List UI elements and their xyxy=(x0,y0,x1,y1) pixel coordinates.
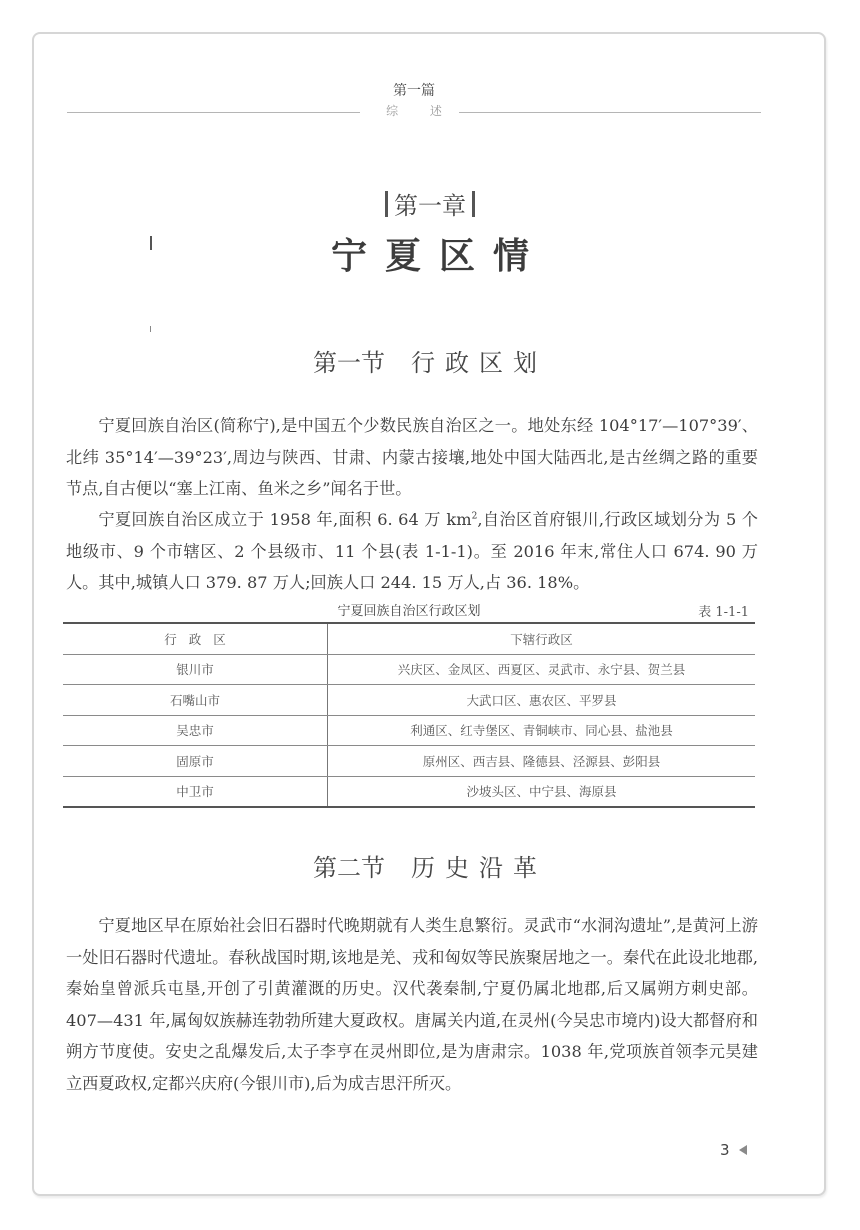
paragraph xyxy=(66,504,758,599)
section-number: 第二节 xyxy=(313,854,385,882)
section-name: 行政区划 xyxy=(411,349,547,377)
table-cell-city: 石嘴山市 xyxy=(63,685,328,716)
scan-mark xyxy=(150,326,151,332)
table-row xyxy=(63,685,755,716)
chapter-label-text: 第一章 xyxy=(394,192,466,220)
running-head xyxy=(67,76,761,126)
table-row xyxy=(63,776,755,807)
table-caption xyxy=(63,600,755,620)
header-rule-right xyxy=(459,112,761,113)
column-header: 下辖行政区 xyxy=(328,623,756,654)
table-cell-subdivisions: 大武口区、惠农区、平罗县 xyxy=(328,685,756,716)
table-cell-subdivisions: 利通区、红寺堡区、青铜峡市、同心县、盐池县 xyxy=(328,715,756,746)
table-row xyxy=(63,715,755,746)
section-name: 历史沿革 xyxy=(411,854,547,882)
chapter-bar-left xyxy=(385,191,388,217)
paragraph: 宁夏地区早在原始社会旧石器时代晚期就有人类生息繁衍。灵武市“水洞沟遗址”,是黄河上游一处旧石器时代遗址。春秋战国时期,该地是羌、戎和匈奴等民族聚居地之一。秦代在此设北地郡,秦始皇曾派兵屯垦,开创了引黄灌溉的历史。汉代袭秦制,宁夏仍属北地郡,后又属朔方刺史部。407—431 年,属匈奴族赫连勃勃所建大夏政权。唐属关内道,在灵州(今吴忠市境内)设大都督府和朔方节度使。安史之乱爆发后,太子李亨在灵州即位,是为唐肃宗。1038 年,党项族首领李元昊建立西夏政权,定都兴庆府(今银川市),后为成吉思汗所灭。 xyxy=(66,916,758,1093)
chapter-label xyxy=(0,186,860,221)
table-cell-subdivisions: 兴庆区、金凤区、西夏区、灵武市、永宁县、贺兰县 xyxy=(328,654,756,685)
left-triangle-icon xyxy=(739,1145,747,1155)
table-cell-city: 银川市 xyxy=(63,654,328,685)
section-heading xyxy=(0,343,860,378)
table-row xyxy=(63,654,755,685)
page-number-text: 3 xyxy=(720,1141,730,1159)
part-title: 第一篇 xyxy=(393,83,435,99)
table-cell-subdivisions: 原州区、西吉县、隆德县、泾源县、彭阳县 xyxy=(328,746,756,777)
table-header-row xyxy=(63,623,755,654)
table-cell-subdivisions: 沙坡头区、中宁县、海原县 xyxy=(328,776,756,807)
chapter-title: 宁夏区情 xyxy=(330,236,547,277)
section-number: 第一节 xyxy=(313,349,385,377)
admin-division-table xyxy=(63,622,755,808)
table-cell-city: 中卫市 xyxy=(63,776,328,807)
section-heading xyxy=(0,848,860,883)
table-number: 表 1-1-1 xyxy=(698,605,749,620)
chapter-bar-right xyxy=(472,191,475,217)
paragraph-text: 宁夏回族自治区成立于 1958 年,面积 6. 64 万 km xyxy=(98,510,472,529)
superscript: 2 xyxy=(471,511,478,522)
page-number xyxy=(720,1141,747,1159)
table-row xyxy=(63,746,755,777)
part-subtitle: 综 述 xyxy=(386,104,456,118)
paragraph-text: ,自治区首府银川,行政区域划分为 5 个地级市、9 个市辖区、2 个县级市、11 个县(表 1-1-1)。至 2016 年末,常住人口 674. 90 万人。其中,城镇人口 379. 87 万人;回族人口 244. 15 万人,占 36. 18%。 xyxy=(66,510,758,592)
paragraph: 宁夏回族自治区(简称宁),是中国五个少数民族自治区之一。地处东经 104°17′—107°39′、北纬 35°14′—39°23′,周边与陕西、甘肃、内蒙古接壤,地处中国大陆西北,是古丝绸之路的重要节点,自古便以“塞上江南、鱼米之乡”闻名于世。 xyxy=(66,416,758,498)
column-header: 行政区 xyxy=(63,623,328,654)
table-cell-city: 固原市 xyxy=(63,746,328,777)
table-title: 宁夏回族自治区行政区划 xyxy=(337,604,481,619)
table-cell-city: 吴忠市 xyxy=(63,715,328,746)
